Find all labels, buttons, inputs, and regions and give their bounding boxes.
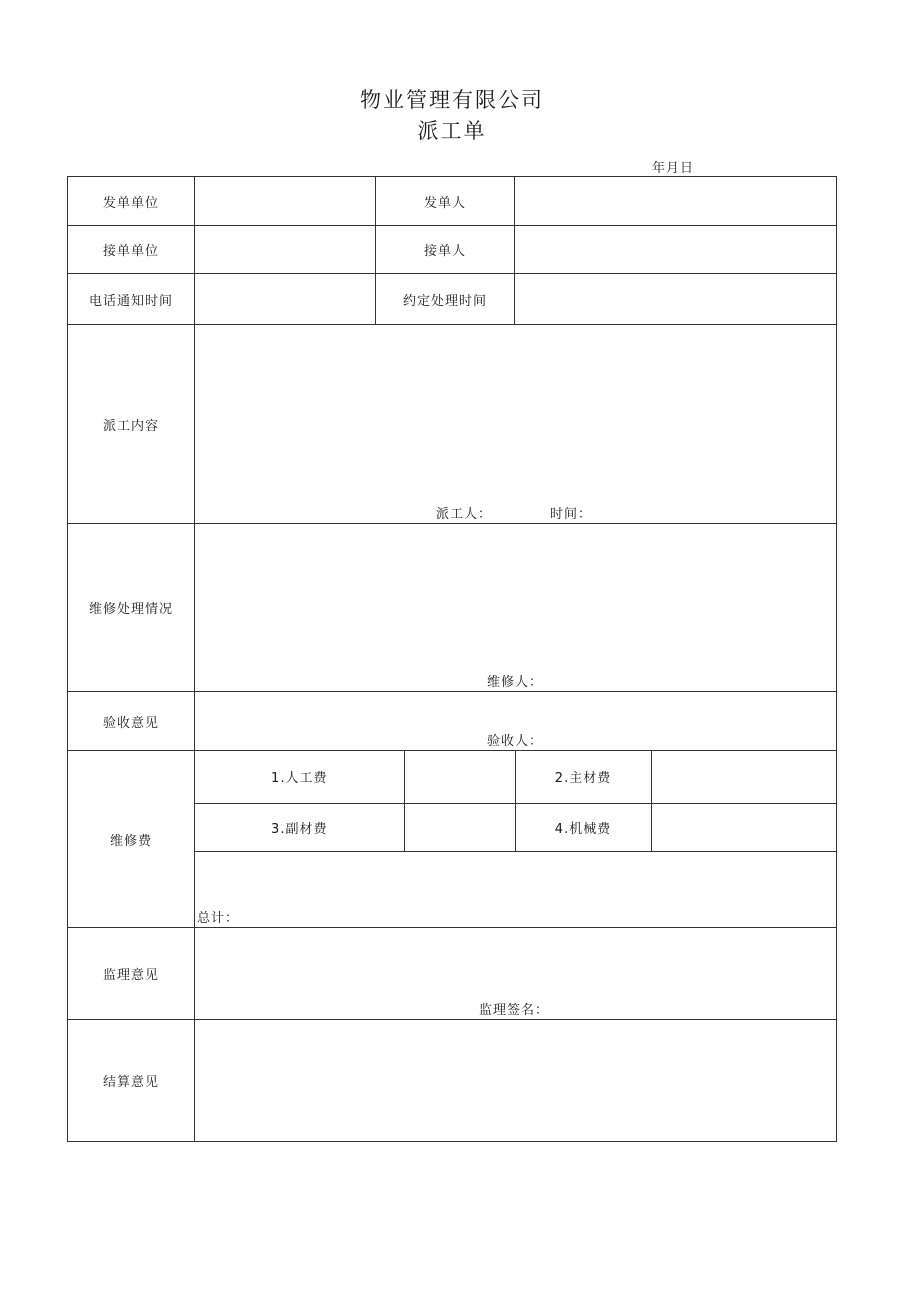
- document-title: 派工单: [417, 119, 487, 143]
- settlement-opinion-area[interactable]: [195, 1020, 837, 1142]
- repair-fee-block: [195, 751, 837, 928]
- total-label: 总计：: [197, 911, 240, 926]
- company-title: 物业管理有限公司: [360, 88, 544, 112]
- repair-status-area[interactable]: [195, 524, 837, 692]
- receiver-field[interactable]: [515, 226, 837, 274]
- labor-fee-label: 1.人工费: [195, 751, 404, 803]
- sub-material-fee-label: 3.副材费: [195, 803, 404, 851]
- total-fee-area[interactable]: [195, 851, 837, 927]
- labor-fee-field[interactable]: [404, 751, 515, 803]
- sub-material-fee-field[interactable]: [404, 803, 515, 851]
- repair-status-label: 维修处理情况: [68, 524, 195, 692]
- issuer-field[interactable]: [515, 177, 837, 226]
- supervision-opinion-area[interactable]: [195, 928, 837, 1020]
- supervision-sign-label: 监理签名：: [479, 1003, 550, 1018]
- agreed-handle-time-label: 约定处理时间: [376, 274, 515, 325]
- dispatcher-label: 派工人：: [436, 507, 493, 522]
- work-order-form: [67, 176, 837, 1142]
- agreed-handle-time-field[interactable]: [515, 274, 837, 325]
- receiving-unit-field[interactable]: [195, 226, 376, 274]
- fee-table: [195, 751, 837, 927]
- issuing-unit-field[interactable]: [195, 177, 376, 226]
- acceptance-opinion-area[interactable]: [195, 692, 837, 751]
- main-material-fee-label: 2.主材费: [515, 751, 651, 803]
- phone-notice-time-label: 电话通知时间: [68, 274, 195, 325]
- machinery-fee-label: 4.机械费: [515, 803, 651, 851]
- issuing-unit-label: 发单单位: [68, 177, 195, 226]
- supervision-opinion-label: 监理意见: [68, 928, 195, 1020]
- issuer-label: 发单人: [376, 177, 515, 226]
- main-material-fee-field[interactable]: [651, 751, 837, 803]
- acceptance-opinion-label: 验收意见: [68, 692, 195, 751]
- acceptor-label: 验收人：: [487, 734, 544, 749]
- repairer-label: 维修人：: [487, 675, 544, 690]
- machinery-fee-field[interactable]: [651, 803, 837, 851]
- dispatch-content-label: 派工内容: [68, 325, 195, 524]
- receiver-label: 接单人: [376, 226, 515, 274]
- date-line: 年月日: [652, 161, 695, 176]
- phone-notice-time-field[interactable]: [195, 274, 376, 325]
- repair-fee-label: 维修费: [68, 751, 195, 928]
- settlement-opinion-label: 结算意见: [68, 1020, 195, 1142]
- receiving-unit-label: 接单单位: [68, 226, 195, 274]
- dispatch-content-area[interactable]: [195, 325, 837, 524]
- dispatch-time-label: 时间：: [550, 507, 593, 522]
